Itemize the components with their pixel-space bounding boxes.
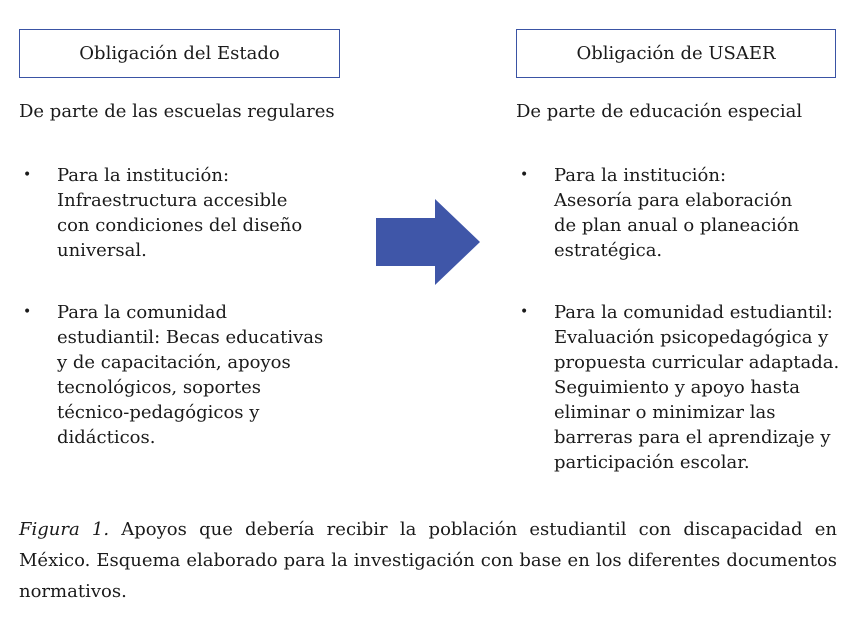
bullet-line: estratégica. [554, 240, 663, 261]
left-title: Obligación del Estado [79, 43, 280, 64]
bullet-line: Para la institución: [554, 165, 727, 186]
bullet-line: universal. [57, 240, 147, 261]
right-bullet-institution [516, 163, 846, 263]
figure-caption [19, 514, 837, 607]
left-title-box [19, 29, 340, 78]
bullet-line: Para la institución: [57, 165, 230, 186]
left-bullet-list [19, 163, 349, 450]
bullet-line: Asesoría para elaboración [554, 190, 793, 211]
bullet-line: técnico-pedagógicos y [57, 402, 260, 423]
bullet-line: Seguimiento y apoyo hasta [554, 377, 800, 398]
arrow-shape [376, 199, 480, 285]
bullet-line: didácticos. [57, 427, 156, 448]
bullet-line: Infraestructura accesible [57, 190, 288, 211]
left-bullet-community [19, 300, 349, 450]
bullet-line: barreras para el aprendizaje y [554, 427, 831, 448]
bullet-line: eliminar o minimizar las [554, 402, 776, 423]
bullet-dot-icon: • [23, 167, 32, 183]
bullet-dot-icon: • [23, 304, 32, 320]
bullet-dot-icon: • [520, 167, 529, 183]
bullet-line: Para la comunidad [57, 302, 228, 323]
right-bullet-list [516, 163, 846, 475]
right-arrow-icon [376, 199, 480, 285]
left-subtitle: De parte de las escuelas regulares [19, 101, 335, 122]
right-subtitle: De parte de educación especial [516, 101, 803, 122]
bullet-line: participación escolar. [554, 452, 750, 473]
bullet-line: Evaluación psicopedagógica y [554, 327, 829, 348]
right-title-box [516, 29, 836, 78]
bullet-line: y de capacitación, apoyos [57, 352, 291, 373]
bullet-line: Para la comunidad estudiantil: [554, 302, 833, 323]
bullet-line: de plan anual o planeación [554, 215, 800, 236]
bullet-line: estudiantil: Becas educativas [57, 327, 324, 348]
bullet-line: tecnológicos, soportes [57, 377, 262, 398]
figure-label: Figura 1. [19, 519, 110, 540]
left-bullet-institution [19, 163, 349, 263]
bullet-dot-icon: • [520, 304, 529, 320]
caption-text: Apoyos que debería recibir la población estudiantil con discapacidad en México. Esquema elaborado para la investigación con base en los diferentes documentos normativos. [19, 519, 838, 602]
right-bullet-community [516, 300, 846, 475]
bullet-line: con condiciones del diseño [57, 215, 303, 236]
bullet-line: propuesta curricular adaptada. [554, 352, 840, 373]
right-title: Obligación de USAER [576, 43, 776, 64]
